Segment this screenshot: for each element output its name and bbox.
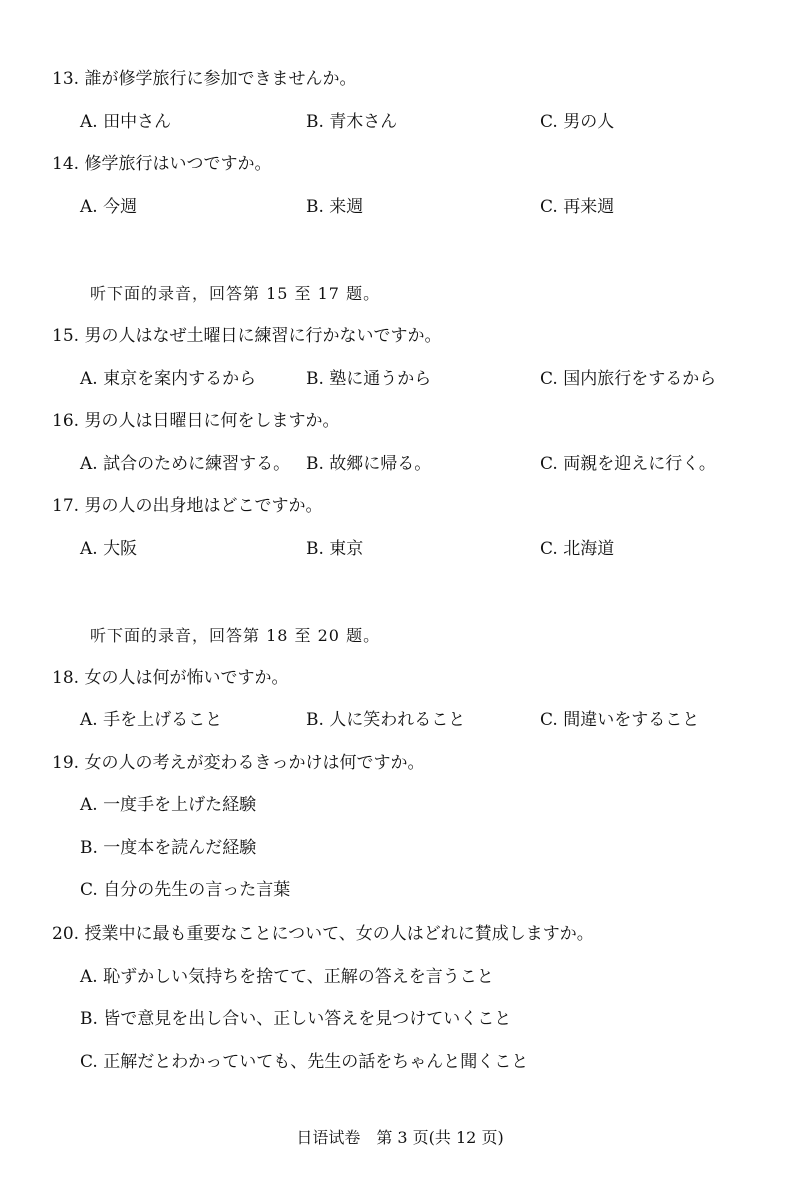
q13-option-a: A. 田中さん xyxy=(80,112,172,132)
question-14: 14. 修学旅行はいつですか。 xyxy=(52,154,272,174)
q15-option-a: A. 東京を案内するから xyxy=(80,369,257,389)
instruction-18-20: 听下面的录音，回答第 18 至 20 题。 xyxy=(90,626,381,645)
q16-option-b: B. 故郷に帰る。 xyxy=(306,454,432,474)
q18-option-c: C. 間違いをすること xyxy=(540,710,700,730)
q20-option-a: A. 恥ずかしい気持ちを捨てて、正解の答えを言うこと xyxy=(80,967,494,987)
question-13: 13. 誰が修学旅行に参加できませんか。 xyxy=(52,69,357,89)
q19-option-b: B. 一度本を読んだ経験 xyxy=(80,838,257,858)
question-20: 20. 授業中に最も重要なことについて、女の人はどれに賛成しますか。 xyxy=(52,924,594,944)
q20-option-c: C. 正解だとわかっていても、先生の話をちゃんと聞くこと xyxy=(80,1052,529,1072)
question-15: 15. 男の人はなぜ土曜日に練習に行かないですか。 xyxy=(52,326,442,346)
q16-option-c: C. 両親を迎えに行く。 xyxy=(540,454,716,474)
q17-option-c: C. 北海道 xyxy=(540,539,615,559)
q17-option-b: B. 東京 xyxy=(306,539,364,559)
q13-option-c: C. 男の人 xyxy=(540,112,615,132)
question-18: 18. 女の人は何が怖いですか。 xyxy=(52,668,289,688)
instruction-15-17: 听下面的录音，回答第 15 至 17 题。 xyxy=(90,284,381,303)
q15-option-c: C. 国内旅行をするから xyxy=(540,369,717,389)
q17-option-a: A. 大阪 xyxy=(80,539,138,559)
q20-option-b: B. 皆で意見を出し合い、正しい答えを見つけていくこと xyxy=(80,1009,512,1029)
q14-option-a: A. 今週 xyxy=(80,197,138,217)
q19-option-c: C. 自分の先生の言った言葉 xyxy=(80,880,291,900)
question-19: 19. 女の人の考えが変わるきっかけは何ですか。 xyxy=(52,753,425,773)
q14-option-b: B. 来週 xyxy=(306,197,364,217)
q18-option-b: B. 人に笑われること xyxy=(306,710,466,730)
question-17: 17. 男の人の出身地はどこですか。 xyxy=(52,496,323,516)
q16-option-a: A. 試合のために練習する。 xyxy=(80,454,291,474)
q14-option-c: C. 再来週 xyxy=(540,197,615,217)
q19-option-a: A. 一度手を上げた経験 xyxy=(80,795,257,815)
q18-option-a: A. 手を上げること xyxy=(80,710,223,730)
page-footer: 日语试卷 第 3 页(共 12 页) xyxy=(296,1128,504,1147)
question-16: 16. 男の人は日曜日に何をしますか。 xyxy=(52,411,340,431)
q13-option-b: B. 青木さん xyxy=(306,112,398,132)
q15-option-b: B. 塾に通うから xyxy=(306,369,432,389)
